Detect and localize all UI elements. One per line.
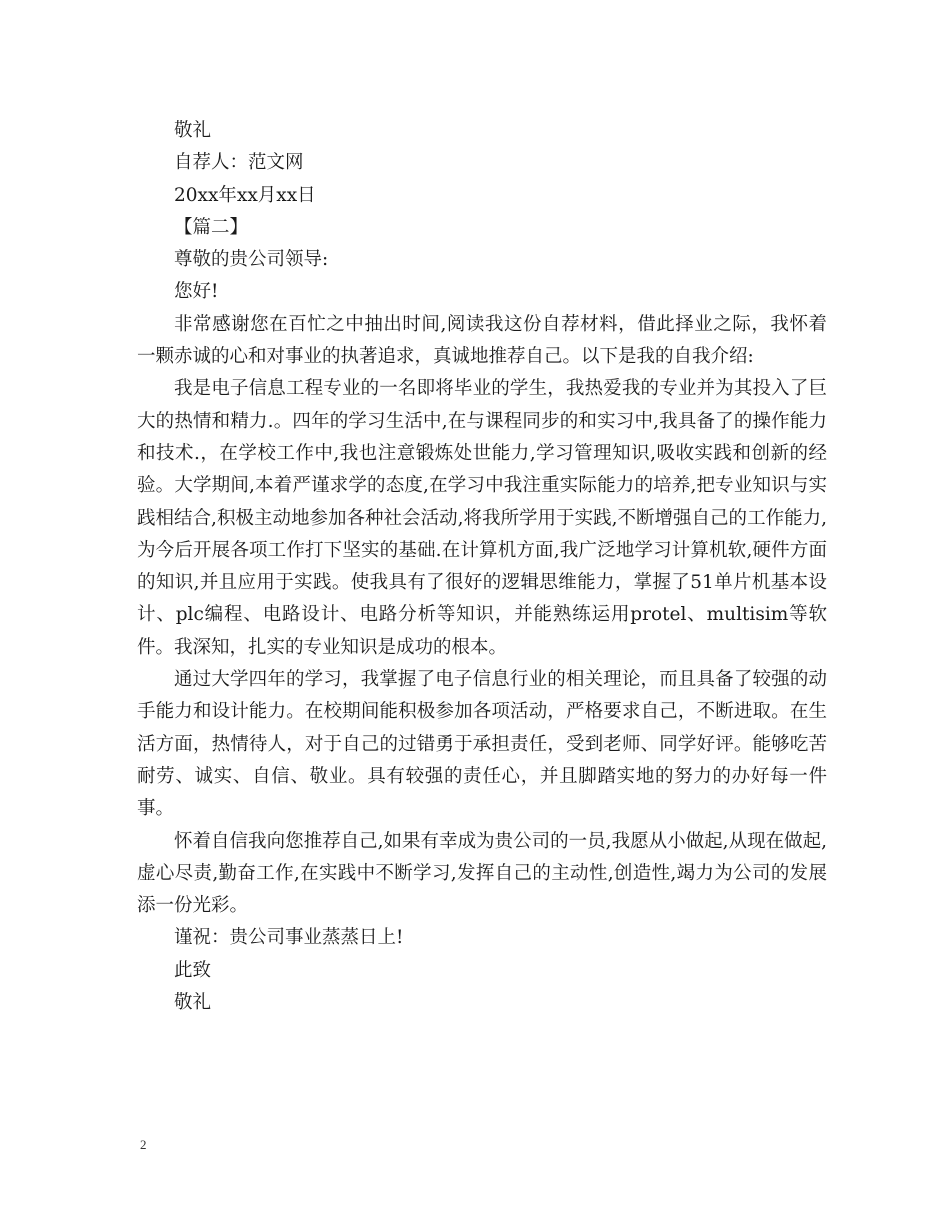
closing-regards-bottom: 敬礼: [174, 992, 212, 1014]
date-line: 20xx年xx月xx日: [174, 184, 316, 206]
wish-line: 谨祝：贵公司事业蒸蒸日上!: [174, 927, 404, 949]
closing-cizhi: 此致: [174, 959, 212, 981]
document-body: [137, 115, 827, 1019]
recommender-line: 自荐人：范文网: [174, 152, 304, 174]
page-number: 2: [140, 1137, 147, 1152]
section-title: 【篇二】: [174, 216, 249, 238]
greeting: 您好!: [174, 281, 219, 303]
paragraph-background: 我是电子信息工程专业的一名即将毕业的学生，我热爱我的专业并为其投入了巨大的热情和精力.。四年的学习生活中,在与课程同步的和实习中,我具备了的操作能力和技术.，在学校工作中,我也注意锻炼处世能力,学习管理知识,吸收实践和创新的经验。大学期间,本着严谨求学的态度,在学习中我注重实际能力的培养,把专业知识与实践相结合,积极主动地参加各种社会活动,将我所学用于实践,不断增强自己的工作能力,为今后开展各项工作打下坚实的基础.在计算机方面,我广泛地学习计算机软,硬件方面的知识,并且应用于实践。使我具有了很好的逻辑思维能力，掌握了51单片机基本设计、plc编程、电路设计、电路分析等知识，并能熟练运用protel、multisim等软件。我深知，扎实的专业知识是成功的根本。: [137, 378, 827, 658]
paragraph-commitment: 怀着自信我向您推荐自己,如果有幸成为贵公司的一员,我愿从小做起,从现在做起,虚心尽责,勤奋工作,在实践中不断学习,发挥自己的主动性,创造性,竭力为公司的发展添一份光彩。: [137, 830, 827, 917]
paragraph-intro: 非常感谢您在百忙之中抽出时间,阅读我这份自荐材料，借此择业之际，我怀着一颗赤诚的心和对事业的执著追求，真诚地推荐自己。以下是我的自我介绍:: [137, 313, 827, 368]
closing-regards-top: 敬礼: [174, 120, 212, 141]
paragraph-abilities: 通过大学四年的学习，我掌握了电子信息行业的相关理论，而且具备了较强的动手能力和设计能力。在校期间能积极参加各项活动，严格要求自己，不断进取。在生活方面，热情待人，对于自己的过错勇于承担责任，受到老师、同学好评。能够吃苦耐劳、诚实、自信、敬业。具有较强的责任心，并且脚踏实地的努力的办好每一件事。: [137, 669, 827, 820]
salutation: 尊敬的贵公司领导:: [174, 249, 329, 271]
